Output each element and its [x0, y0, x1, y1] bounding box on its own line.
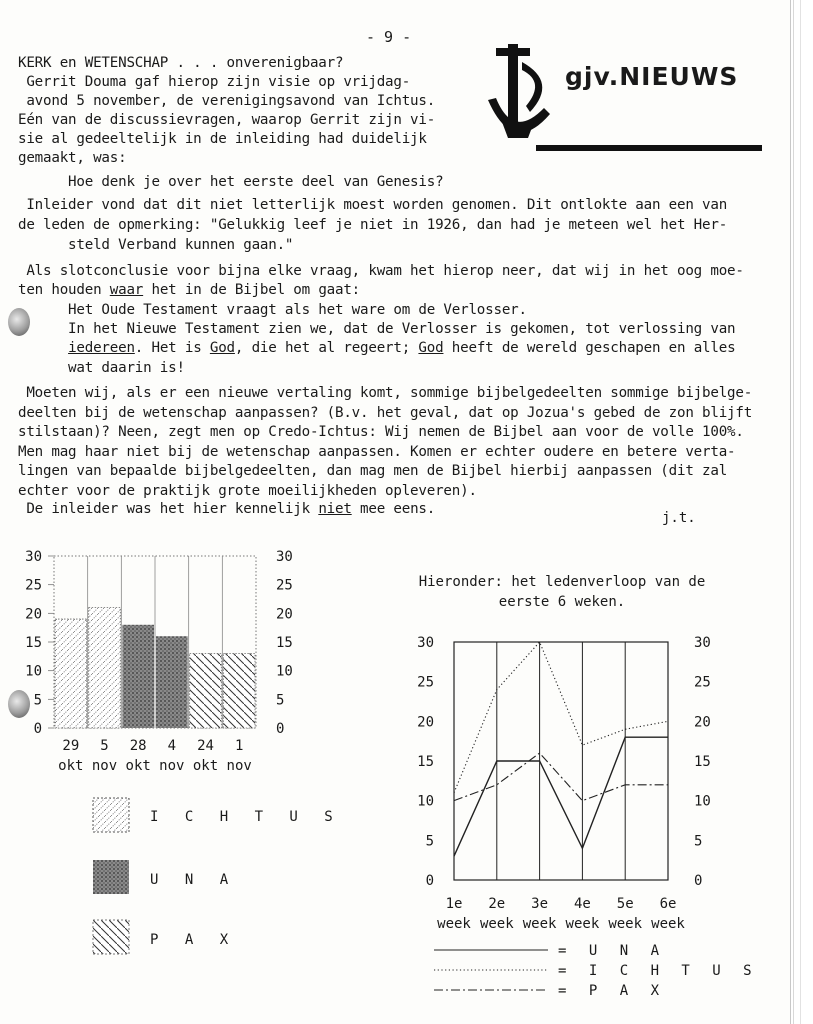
y-tick-label-right: 25 — [694, 674, 711, 691]
bar — [122, 625, 154, 728]
y-tick-label-right: 5 — [694, 833, 703, 850]
x-tick-label: 4 — [167, 738, 177, 754]
y-tick-label-right: 20 — [694, 714, 711, 731]
y-tick-label-right: 0 — [276, 721, 285, 737]
x-tick-label: week — [479, 916, 514, 932]
x-tick-label: week — [608, 916, 643, 932]
legend-label: = U N A — [558, 943, 667, 959]
article-line: echter voor de praktijk grote moeilijkheden opleveren). — [18, 483, 477, 499]
gjv-logo-emblem — [488, 42, 760, 158]
x-tick-label: week — [651, 916, 685, 932]
article-line: gemaakt, was: — [18, 150, 127, 166]
article-line: de leden de opmerking: "Gelukkig leef je niet in 1926, dan had je meteen wel het Her- — [18, 217, 728, 233]
x-tick-label: 28 — [129, 738, 147, 754]
legend-swatch-ichtus — [93, 798, 129, 832]
article-line: In het Nieuwe Testament zien we, dat de Verlosser is gekomen, tot verlossing van — [18, 321, 736, 337]
paper-edge — [793, 0, 794, 1024]
y-tick-label-left: 10 — [25, 663, 42, 680]
bar — [89, 608, 121, 728]
x-tick-label: 5 — [100, 738, 109, 754]
x-tick-label: 3e — [531, 896, 549, 912]
x-tick-label: 24 — [197, 738, 214, 754]
y-tick-label-right: 0 — [694, 873, 703, 889]
y-tick-label-right: 15 — [694, 754, 711, 770]
y-tick-label-left: 25 — [417, 674, 434, 691]
x-tick-label: 1e — [445, 896, 463, 912]
paper-edge — [800, 0, 801, 1024]
x-tick-label: 6e — [659, 896, 677, 912]
y-tick-label-right: 15 — [276, 635, 293, 651]
y-tick-label-left: 15 — [417, 754, 434, 770]
chart-title: eerste 6 weken. — [498, 594, 626, 610]
chart-frame — [454, 642, 668, 880]
y-tick-label-right: 30 — [694, 635, 711, 651]
bar — [223, 653, 255, 728]
y-tick-label-left: 30 — [417, 635, 434, 651]
legend-label-una: U N A — [150, 872, 238, 888]
article-line: Als slotconclusie voor bijna elke vraag, kwam het hierop neer, dat wij in het oog moe- — [18, 263, 744, 279]
article-line: Inleider vond dat dit niet letterlijk moest worden genomen. Dit ontlokte aan een van — [18, 197, 728, 213]
article-line: avond 5 november, de verenigingsavond van Ichtus. — [18, 93, 436, 109]
article-line: sie al gedeeltelijk in de inleiding had duidelijk — [18, 131, 427, 147]
x-tick-label: week — [437, 916, 471, 932]
article-line: De inleider was het hier kennelijk niet mee eens. — [18, 501, 436, 517]
x-tick-label: 29 — [62, 738, 80, 754]
legend-label: = I C H T U S — [558, 963, 759, 979]
x-tick-label: okt — [192, 758, 219, 774]
x-tick-label: nov — [159, 758, 185, 774]
y-tick-label-left: 25 — [25, 577, 42, 594]
x-tick-label: 4e — [573, 896, 591, 912]
article-line: iedereen. Het is God, die het al regeert; God heeft de wereld geschapen en alles — [68, 340, 736, 356]
y-tick-label-left: 0 — [425, 873, 434, 889]
y-tick-label-right: 25 — [276, 577, 293, 594]
membership-bar-chart — [20, 536, 310, 786]
article-line: lingen van bepaalde bijbelgedeelten, dan mag men de Bijbel hierbij aanpassen (dit zal — [18, 463, 728, 479]
page-number: - 9 - — [366, 28, 412, 46]
y-tick-label-left: 30 — [25, 549, 42, 565]
bar — [156, 636, 188, 728]
x-tick-label: okt — [125, 758, 151, 774]
legend-label-ichtus: I C H T U S — [150, 809, 342, 825]
series-line-una — [454, 737, 668, 856]
article-title: KERK en WETENSCHAP . . . onverenigbaar? — [18, 55, 344, 71]
legend-swatch-pax — [93, 920, 129, 954]
article-line: Hoe denk je over het eerste deel van Genesis? — [18, 174, 444, 190]
article-line: ten houden waar het in de Bijbel om gaat: — [18, 282, 361, 298]
y-tick-label-left: 10 — [417, 793, 434, 810]
x-tick-label: 2e — [488, 896, 506, 912]
series-line-pax — [454, 753, 668, 801]
x-tick-label: okt — [58, 758, 84, 774]
x-tick-label: week — [522, 916, 557, 932]
y-tick-label-right: 5 — [276, 692, 285, 709]
article-line: Moeten wij, als er een nieuwe vertaling komt, sommige bijbelgedeelten sommige bijbelge- — [18, 385, 753, 401]
bar — [190, 653, 222, 728]
chart-title: Hieronder: het ledenverloop van de — [418, 574, 706, 590]
series-line-ichtus — [454, 642, 668, 793]
article-line: Men mag haar niet bij de wetenschap aanpassen. Komen er echter oudere en betere verta- — [18, 444, 736, 460]
article-line: wat daarin is! — [18, 360, 185, 376]
y-tick-label-left: 20 — [417, 714, 434, 731]
x-tick-label: 1 — [234, 738, 244, 754]
y-tick-label-right: 20 — [276, 606, 293, 623]
y-tick-label-left: 5 — [33, 692, 42, 709]
legend-swatch-una — [93, 860, 129, 894]
y-tick-label-left: 15 — [25, 635, 42, 651]
y-tick-label-right: 10 — [694, 793, 711, 810]
bar — [55, 619, 87, 728]
article-line: steld Verband kunnen gaan." — [18, 237, 294, 253]
logo-title: gjv.NIEUWS — [565, 62, 739, 91]
legend-label-pax: P A X — [150, 932, 238, 948]
membership-line-chart — [410, 568, 759, 1004]
article-line: deelten bij de wetenschap aanpassen? (B.v. het geval, dat op Jozua's gebed de zon blijft — [18, 405, 753, 421]
legend-label: = P A X — [558, 983, 667, 999]
y-tick-label-right: 10 — [276, 663, 293, 680]
y-tick-label-left: 0 — [33, 721, 42, 737]
author-signature: j.t. — [662, 510, 696, 526]
x-tick-label: nov — [91, 758, 118, 774]
x-tick-label: 5e — [616, 896, 634, 912]
article-line: Het Oude Testament vraagt als het ware om de Verlosser. — [18, 302, 527, 318]
x-tick-label: week — [565, 916, 600, 932]
article-line: Gerrit Douma gaf hierop zijn visie op vrijdag- — [18, 74, 411, 90]
x-tick-label: nov — [226, 758, 252, 774]
y-tick-label-left: 20 — [25, 606, 42, 623]
y-tick-label-left: 5 — [425, 833, 434, 850]
y-tick-label-right: 30 — [276, 549, 293, 565]
article-line: Eén van de discussievragen, waarop Gerrit zijn vi- — [18, 112, 436, 128]
logo-underline-bar — [536, 145, 762, 151]
article-line: stilstaan)? Neen, zegt men op Credo-Ichtus: Wij nemen de Bijbel aan voor de volle 100%. — [18, 424, 744, 440]
